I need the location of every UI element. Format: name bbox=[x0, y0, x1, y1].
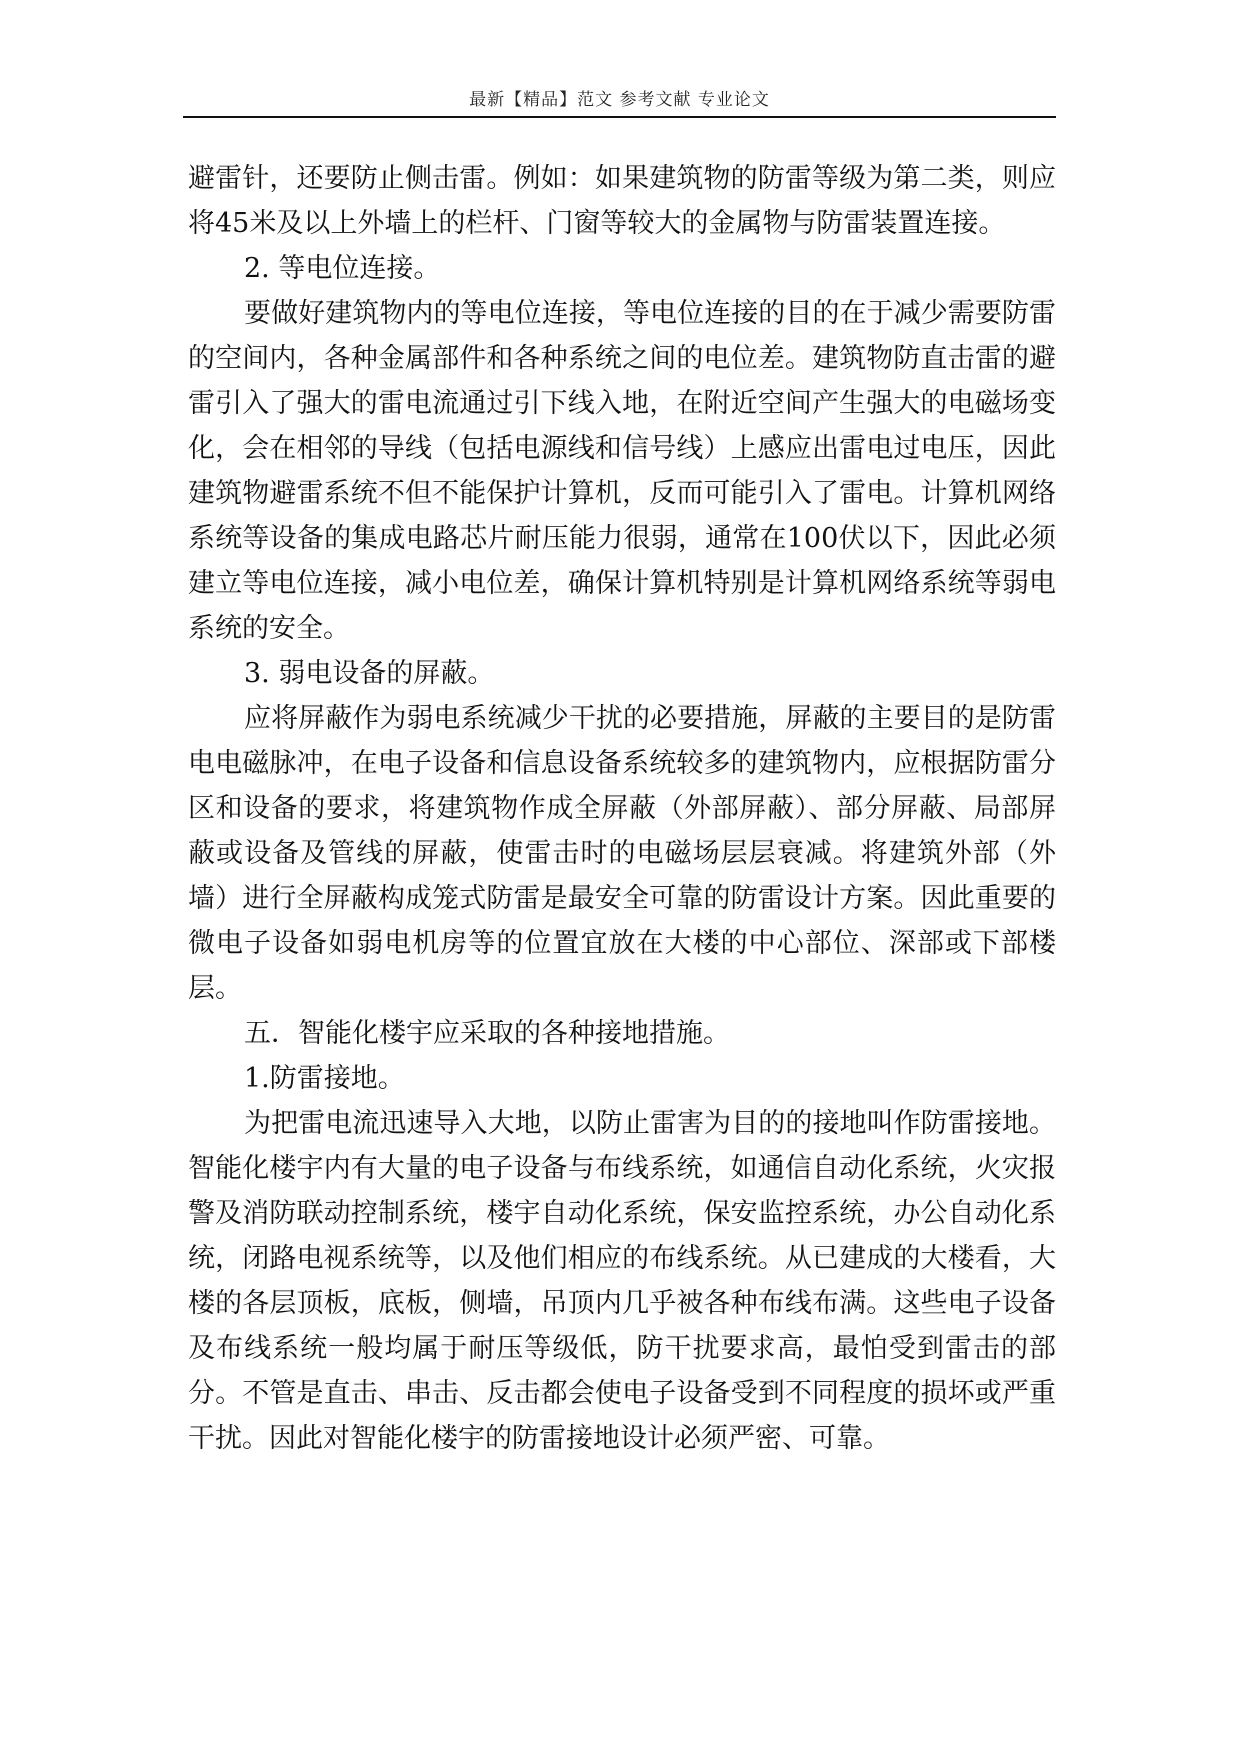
document-body bbox=[188, 156, 1056, 1461]
paragraph: 应将屏蔽作为弱电系统减少干扰的必要措施，屏蔽的主要目的是防雷电电磁脉冲，在电子设备和信息设备系统较多的建筑物内，应根据防雷分区和设备的要求，将建筑物作成全屏蔽（外部屏蔽）、部分屏蔽、局部屏蔽或设备及管线的屏蔽，使雷击时的电磁场层层衰减。将建筑外部（外墙）进行全屏蔽构成笼式防雷是最安全可靠的防雷设计方案。因此重要的微电子设备如弱电机房等的位置宜放在大楼的中心部位、深部或下部楼层。 bbox=[188, 703, 1056, 1004]
page-header: 最新【精品】范文 参考文献 专业论文 bbox=[469, 90, 770, 110]
header-divider bbox=[183, 116, 1056, 118]
list-item-heading: 1.防雷接地。 bbox=[244, 1063, 405, 1094]
paragraph: 要做好建筑物内的等电位连接，等电位连接的目的在于减少需要防雷的空间内，各种金属部件和各种系统之间的电位差。建筑物防直击雷的避雷引入了强大的雷电流通过引下线入地，在附近空间产生强大的电磁场变化，会在相邻的导线（包括电源线和信号线）上感应出雷电过电压，因此建筑物避雷系统不但不能保护计算机，反而可能引入了雷电。计算机网络系统等设备的集成电路芯片耐压能力很弱，通常在100伏以下，因此必须建立等电位连接，减小电位差，确保计算机特别是计算机网络系统等弱电系统的安全。 bbox=[188, 298, 1056, 644]
paragraph: 避雷针，还要防止侧击雷。例如：如果建筑物的防雷等级为第二类，则应将45米及以上外墙上的栏杆、门窗等较大的金属物与防雷装置连接。 bbox=[188, 163, 1056, 239]
list-item-heading: 3. 弱电设备的屏蔽。 bbox=[244, 658, 495, 689]
section-heading: 五．智能化楼宇应采取的各种接地措施。 bbox=[244, 1018, 730, 1049]
paragraph: 为把雷电流迅速导入大地，以防止雷害为目的的接地叫作防雷接地。智能化楼宇内有大量的电子设备与布线系统，如通信自动化系统，火灾报警及消防联动控制系统，楼宇自动化系统，保安监控系统，办公自动化系统，闭路电视系统等，以及他们相应的布线系统。从已建成的大楼看，大楼的各层顶板，底板，侧墙，吊顶内几乎被各种布线布满。这些电子设备及布线系统一般均属于耐压等级低，防干扰要求高，最怕受到雷击的部分。不管是直击、串击、反击都会使电子设备受到不同程度的损坏或严重干扰。因此对智能化楼宇的防雷接地设计必须严密、可靠。 bbox=[188, 1108, 1056, 1454]
list-item-heading: 2. 等电位连接。 bbox=[244, 253, 441, 284]
